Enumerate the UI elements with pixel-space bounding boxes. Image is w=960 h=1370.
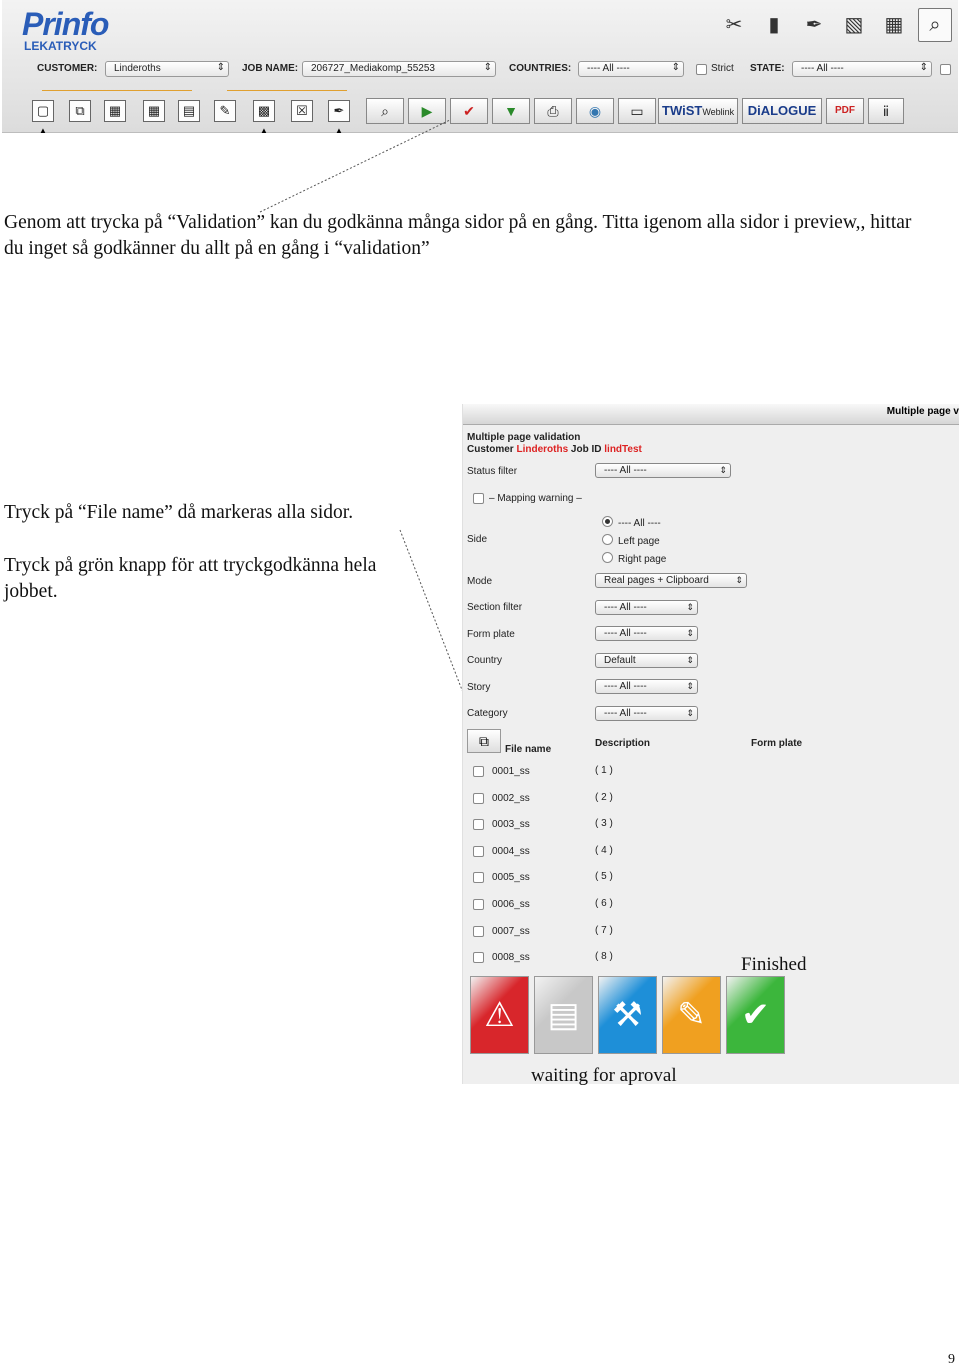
validation-panel <box>462 404 959 1084</box>
play-button[interactable]: ▶ <box>408 98 446 124</box>
side-option-left: Left page <box>618 536 660 547</box>
row-description: ( 6 ) <box>595 898 613 909</box>
mode-label: Mode <box>467 576 493 587</box>
pdf-button[interactable]: PDF <box>826 98 864 124</box>
country-label: Country <box>467 655 503 666</box>
row-description: ( 8 ) <box>595 951 613 963</box>
prinfo-logo: Prinfo <box>22 6 109 42</box>
tools-button[interactable]: ✎ <box>214 100 236 122</box>
validation-button[interactable]: ✔ <box>450 98 488 124</box>
search-button[interactable]: ⌕ <box>366 98 404 124</box>
row-description: ( 4 ) <box>595 844 613 856</box>
dialogue-button[interactable]: DiALOGUE <box>742 98 822 124</box>
category-select[interactable]: ---- All ---- ⇕ <box>595 706 698 721</box>
pen-edit-button[interactable]: ✒ <box>328 100 350 122</box>
weblink-label: Weblink <box>702 107 735 117</box>
validation-callout-line <box>260 120 450 212</box>
approve-instruction: Tryck på grön knapp för att tryckgodkänna hela jobbet. <box>4 555 377 602</box>
row-file-name: 0008_ss <box>492 952 530 964</box>
table-row[interactable] <box>463 926 943 942</box>
spread-view-button[interactable]: ⧉ <box>69 100 91 122</box>
archive-button[interactable]: ⅱ <box>868 98 904 124</box>
row-checkbox[interactable] <box>473 872 484 883</box>
countries-select[interactable]: ---- All ---- ⇕ <box>578 61 684 77</box>
countries-label: COUNTRIES: <box>509 63 572 74</box>
side-option-all: ---- All ---- <box>618 518 661 529</box>
caret-up-icon: ▲ <box>260 126 268 135</box>
row-file-name: 0002_ss <box>492 792 530 804</box>
row-file-name: 0007_ss <box>492 925 530 937</box>
row-checkbox[interactable] <box>473 766 484 777</box>
form-plate-label: Form plate <box>467 629 515 640</box>
grid-view-button[interactable]: ▦ <box>104 100 126 122</box>
side-radio-right[interactable] <box>602 552 613 563</box>
scissors-tool-icon[interactable]: ✂ <box>725 13 743 36</box>
table-row[interactable] <box>463 766 943 782</box>
page-number: 9 <box>948 1352 955 1367</box>
select-all-pages-icon[interactable]: ⧉ <box>467 729 501 753</box>
logo-subtitle: LEKATRYCK <box>24 39 97 53</box>
side-radio-left[interactable] <box>602 534 613 545</box>
status-filter-label: Status filter <box>467 466 518 477</box>
row-file-name: 0003_ss <box>492 819 530 831</box>
table-row[interactable] <box>463 846 943 862</box>
row-checkbox[interactable] <box>473 793 484 804</box>
row-checkbox[interactable] <box>473 926 484 937</box>
story-select[interactable]: ---- All ---- ⇕ <box>595 679 698 694</box>
table-row[interactable] <box>463 793 943 809</box>
download-button[interactable]: ▼ <box>492 98 530 124</box>
mapping-warning-checkbox[interactable] <box>473 493 484 504</box>
section-filter-label: Section filter <box>467 602 523 613</box>
story-label: Story <box>467 682 491 693</box>
state-label: STATE: <box>750 63 785 74</box>
side-radio-all[interactable] <box>602 516 613 527</box>
panel-titlebar <box>463 404 959 425</box>
window-button[interactable]: ▭ <box>618 98 656 124</box>
pattern-grid-button[interactable]: ▩ <box>253 100 275 122</box>
list-view-button[interactable]: ▤ <box>178 100 200 122</box>
table-row[interactable] <box>463 899 943 915</box>
pen-icon[interactable]: ✒ <box>805 13 823 36</box>
row-checkbox[interactable] <box>473 952 484 963</box>
customer-value: Linderoths <box>516 444 569 455</box>
section-filter-select[interactable]: ---- All ---- ⇕ <box>595 600 698 615</box>
delete-page-button[interactable]: ☒ <box>291 100 313 122</box>
preview-eye-button[interactable]: ◉ <box>576 98 614 124</box>
form-plate-header: Form plate <box>751 738 803 749</box>
twist-label: TWiST <box>662 103 703 118</box>
page-icon[interactable]: ▤ <box>534 976 593 1054</box>
caret-up-icon: ▲ <box>335 126 343 135</box>
mapping-warning-label: – Mapping warning – <box>489 493 582 504</box>
customer-select[interactable]: Linderoths ⇕ <box>105 61 229 77</box>
row-checkbox[interactable] <box>473 899 484 910</box>
intro-paragraph: Genom att trycka på “Validation” kan du godkänna många sidor på en gång. Titta igenom alla sidor i preview,, hittar du inget så godkänner du allt på en gång i “validation” <box>4 212 912 259</box>
filename-instruction: Tryck på “File name” då markeras alla sidor. <box>4 502 354 523</box>
print-button[interactable]: ⎙ <box>534 98 572 124</box>
form-plate-select[interactable]: ---- All ---- ⇕ <box>595 626 698 641</box>
search-window-icon[interactable]: ⌕ <box>918 8 952 42</box>
row-checkbox[interactable] <box>473 846 484 857</box>
row-description: ( 1 ) <box>595 765 613 776</box>
customer-label: CUSTOMER: <box>37 63 98 74</box>
strict-label: Strict <box>711 63 734 74</box>
country-select[interactable]: Default ⇕ <box>595 653 698 668</box>
table-row[interactable] <box>463 952 943 968</box>
side-label: Side <box>467 534 488 545</box>
table-row[interactable] <box>463 872 943 888</box>
checkmark-icon[interactable]: ✔ <box>726 976 785 1054</box>
sheets-icon[interactable]: ▧ <box>844 13 864 36</box>
description-header: Description <box>595 738 651 749</box>
status-filter-select[interactable]: ---- All ---- ⇕ <box>595 463 731 478</box>
panel-titlebar-text: Multiple page v <box>886 406 959 417</box>
row-file-name: 0001_ss <box>492 766 530 777</box>
jobid-label: Job ID <box>570 444 602 455</box>
jobid-value: lindTest <box>604 444 642 455</box>
warning-icon[interactable]: ⚠ <box>470 976 529 1054</box>
finished-label: Finished <box>741 954 807 975</box>
single-page-view-button[interactable]: ▢ <box>32 100 54 122</box>
row-description: ( 2 ) <box>595 791 613 803</box>
state-select[interactable]: ---- All ---- ⇕ <box>792 61 932 77</box>
panel-title: Multiple page validation <box>467 432 581 443</box>
eraser-pen-icon[interactable]: ✎ <box>662 976 721 1054</box>
row-file-name: 0004_ss <box>492 845 530 857</box>
category-label: Category <box>467 708 508 719</box>
customer-label: Customer <box>467 444 514 455</box>
customer-job-line <box>467 444 642 455</box>
book-icon[interactable]: ▮ <box>768 13 780 36</box>
job-name-label: JOB NAME: <box>242 63 299 74</box>
waiting-label: waiting for aproval <box>531 1065 677 1086</box>
numbered-view-button[interactable]: ▦ <box>143 100 165 122</box>
mode-select[interactable]: Real pages + Clipboard ⇕ <box>595 573 747 588</box>
row-description: ( 7 ) <box>595 924 613 936</box>
file-name-header[interactable]: File name <box>505 744 552 755</box>
caret-up-icon: ▲ <box>39 126 47 135</box>
row-file-name: 0006_ss <box>492 899 530 910</box>
stamp-icon[interactable]: ⚒ <box>598 976 657 1054</box>
row-description: ( 5 ) <box>595 871 613 883</box>
table-row[interactable] <box>463 819 943 835</box>
job-name-select[interactable]: 206727_Mediakomp_55253 ⇕ <box>302 61 496 77</box>
side-option-right: Right page <box>618 554 667 565</box>
row-description: ( 3 ) <box>595 818 613 830</box>
grid-check-icon[interactable]: ▦ <box>884 13 904 36</box>
row-file-name: 0005_ss <box>492 872 530 884</box>
row-checkbox[interactable] <box>473 819 484 830</box>
